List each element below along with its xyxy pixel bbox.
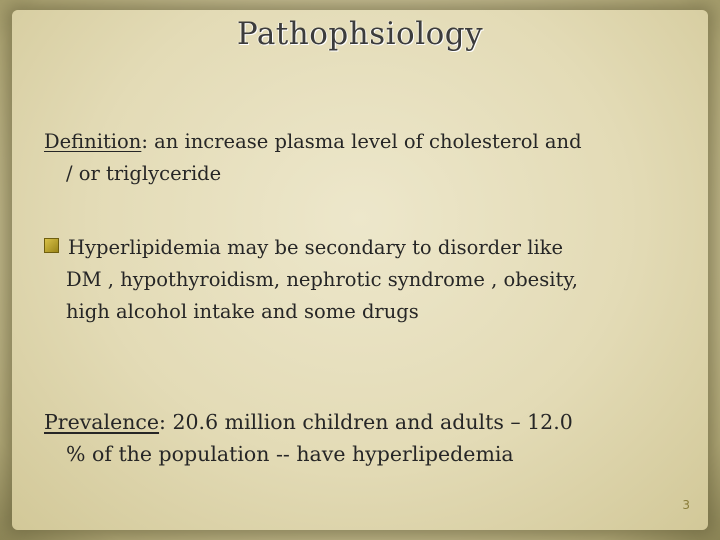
bullet-item [44, 232, 674, 328]
definition-text-line1: : an increase plasma level of cholesterol and [141, 130, 582, 153]
square-bullet-icon [44, 238, 59, 253]
bullet-line3: high alcohol intake and some drugs [66, 300, 419, 323]
bullet-line2: DM , hypothyroidism, nephrotic syndrome , obesity, [66, 268, 578, 291]
prevalence-text-line2: % of the population -- have hyperlipedemia [66, 442, 514, 466]
definition-term: Definition [44, 130, 142, 153]
prevalence-text-line1: : 20.6 million children and adults – 12.0 [159, 410, 573, 434]
definition-paragraph [44, 126, 674, 190]
slide-title: Pathophsiology [236, 16, 484, 52]
prevalence-term: Prevalence [44, 410, 160, 434]
prevalence-paragraph [44, 406, 674, 470]
page-number: 3 [682, 498, 690, 512]
bullet-line1: Hyperlipidemia may be secondary to disorder like [68, 236, 564, 259]
definition-text-line2: / or triglyceride [66, 162, 222, 185]
